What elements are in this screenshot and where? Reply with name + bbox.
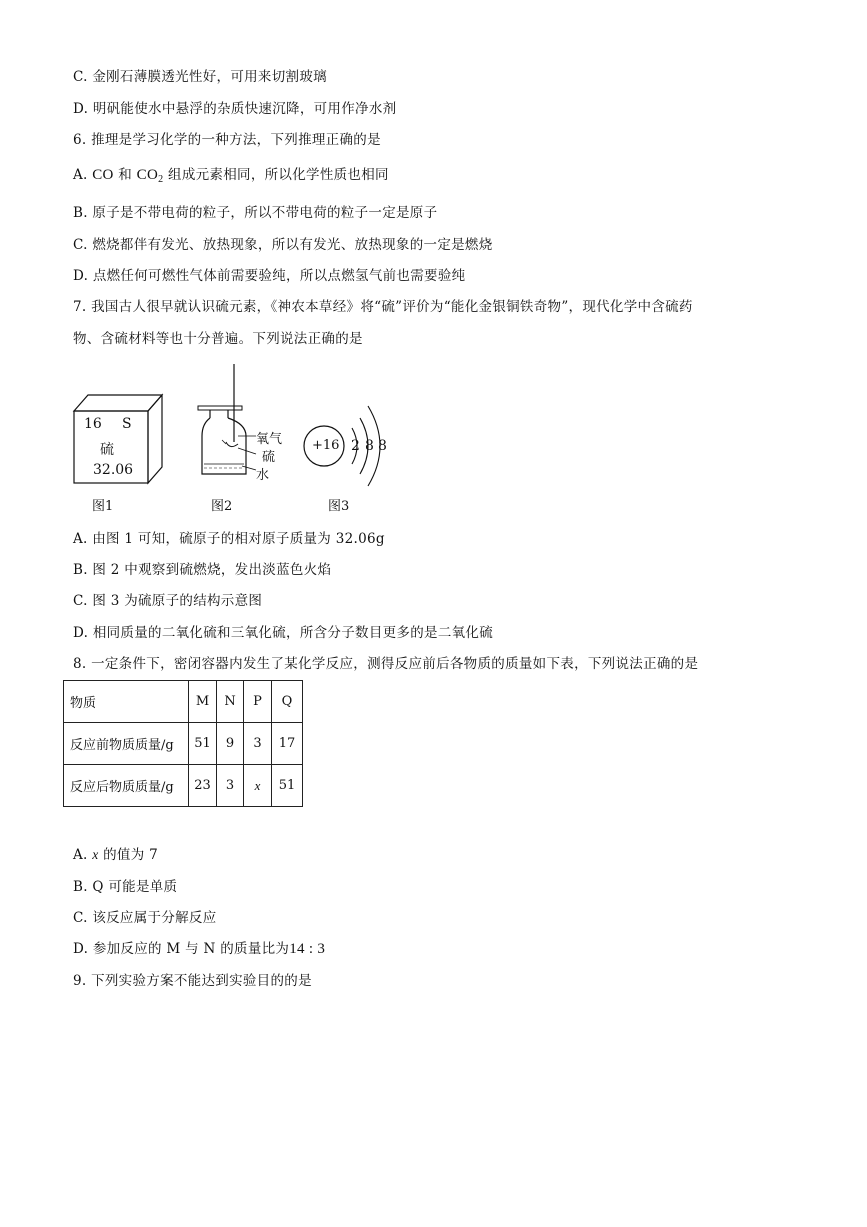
fig1-mass: 32.06	[93, 462, 134, 478]
table-header-row	[64, 681, 303, 723]
table-cell: 3	[244, 723, 272, 765]
q7-option-b: B. 图 2 中观察到硫燃烧，发出淡蓝色火焰	[73, 562, 332, 578]
fig3-nucleus: +16	[312, 438, 340, 453]
q8-mass-table	[63, 680, 303, 807]
q7-stem-line2: 物、含硫材料等也十分普遍。下列说法正确的是	[73, 331, 363, 347]
table-row	[64, 723, 303, 765]
fig3-shell-3: 8	[378, 438, 387, 454]
table-header-cell: M	[189, 681, 217, 723]
fig1-name: 硫	[100, 442, 114, 458]
table-cell: 23	[189, 765, 217, 807]
fig3-shell-1: 2	[351, 438, 360, 454]
q8-option-a-prefix: A.	[73, 847, 93, 863]
q8-option-a-rest: 的值为 7	[103, 847, 159, 863]
fig1-caption: 图1	[92, 499, 114, 514]
q8-variable-x: x	[92, 847, 99, 862]
q7-option-a: A. 由图 1 可知，硫原子的相对原子质量为 32.06g	[73, 531, 385, 547]
q8-option-d-text: D. 参加反应的 M 与 N 的质量比为	[73, 941, 290, 957]
table-header-cell: N	[217, 681, 244, 723]
q8-option-d	[73, 940, 325, 958]
q7-stem-line1: 7. 我国古人很早就认识硫元素，《神农本草经》将“硫”评价为“能化金银铜铁奇物”，现代化学中含硫药	[73, 299, 693, 315]
q7-option-d: D. 相同质量的二氧化硫和三氧化硫，所含分子数目更多的是二氧化硫	[73, 625, 494, 641]
table-cell: 反应前物质质量/g	[64, 723, 189, 765]
table-cell: 9	[217, 723, 244, 765]
table-cell: 17	[272, 723, 303, 765]
table-header-cell: Q	[272, 681, 303, 723]
fig1-symbol: S	[122, 416, 132, 432]
q6-formula-co2: $CO_2$	[136, 167, 164, 185]
fig1-atomic-number: 16	[84, 416, 102, 432]
q6-stem: 6. 推理是学习化学的一种方法，下列推理正确的是	[73, 132, 381, 148]
table-row	[64, 765, 303, 807]
q5-option-d: D. 明矾能使水中悬浮的杂质快速沉降，可用作净水剂	[73, 101, 397, 117]
q6-option-a-prefix: A.	[73, 167, 93, 183]
table-cell: 3	[217, 765, 244, 807]
q9-stem: 9. 下列实验方案不能达到实验目的的是	[73, 973, 312, 989]
q7-option-c: C. 图 3 为硫原子的结构示意图	[73, 593, 263, 609]
q8-stem: 8. 一定条件下，密闭容器内发生了某化学反应，测得反应前后各物质的质量如下表，下列说法正确的是	[73, 656, 699, 672]
q5-option-c: C. 金刚石薄膜透光性好，可用来切割玻璃	[73, 69, 327, 85]
q8-option-a	[73, 846, 158, 864]
table-cell: 51	[272, 765, 303, 807]
table-header-cell: 物质	[64, 681, 189, 723]
table-header-cell: P	[244, 681, 272, 723]
fig3-shell-2: 8	[365, 438, 374, 454]
q8-option-c: C. 该反应属于分解反应	[73, 910, 217, 926]
fig2-label-sulfur: 硫	[262, 450, 276, 465]
fig2-label-water: 水	[256, 468, 270, 483]
table-cell: x	[244, 765, 272, 807]
q6-option-d: D. 点燃任何可燃性气体前需要验纯，所以点燃氢气前也需要验纯	[73, 268, 466, 284]
q8-option-b: B. Q 可能是单质	[73, 879, 178, 895]
table-cell: 51	[189, 723, 217, 765]
table-cell: 反应后物质质量/g	[64, 765, 189, 807]
q6-formula-co: CO	[92, 167, 114, 183]
q6-option-a-rest: 组成元素相同，所以化学性质也相同	[168, 167, 389, 183]
q6-option-a	[73, 166, 389, 189]
fig2-label-oxygen: 氧气	[256, 432, 283, 447]
q8-ratio: 14 : 3	[289, 941, 326, 957]
fig3-caption: 图3	[328, 499, 350, 514]
q6-option-b: B. 原子是不带电荷的粒子，所以不带电荷的粒子一定是原子	[73, 205, 438, 221]
q6-and: 和	[118, 167, 133, 183]
q6-option-c: C. 燃烧都伴有发光、放热现象，所以有发光、放热现象的一定是燃烧	[73, 237, 493, 253]
fig2-caption: 图2	[211, 499, 233, 514]
